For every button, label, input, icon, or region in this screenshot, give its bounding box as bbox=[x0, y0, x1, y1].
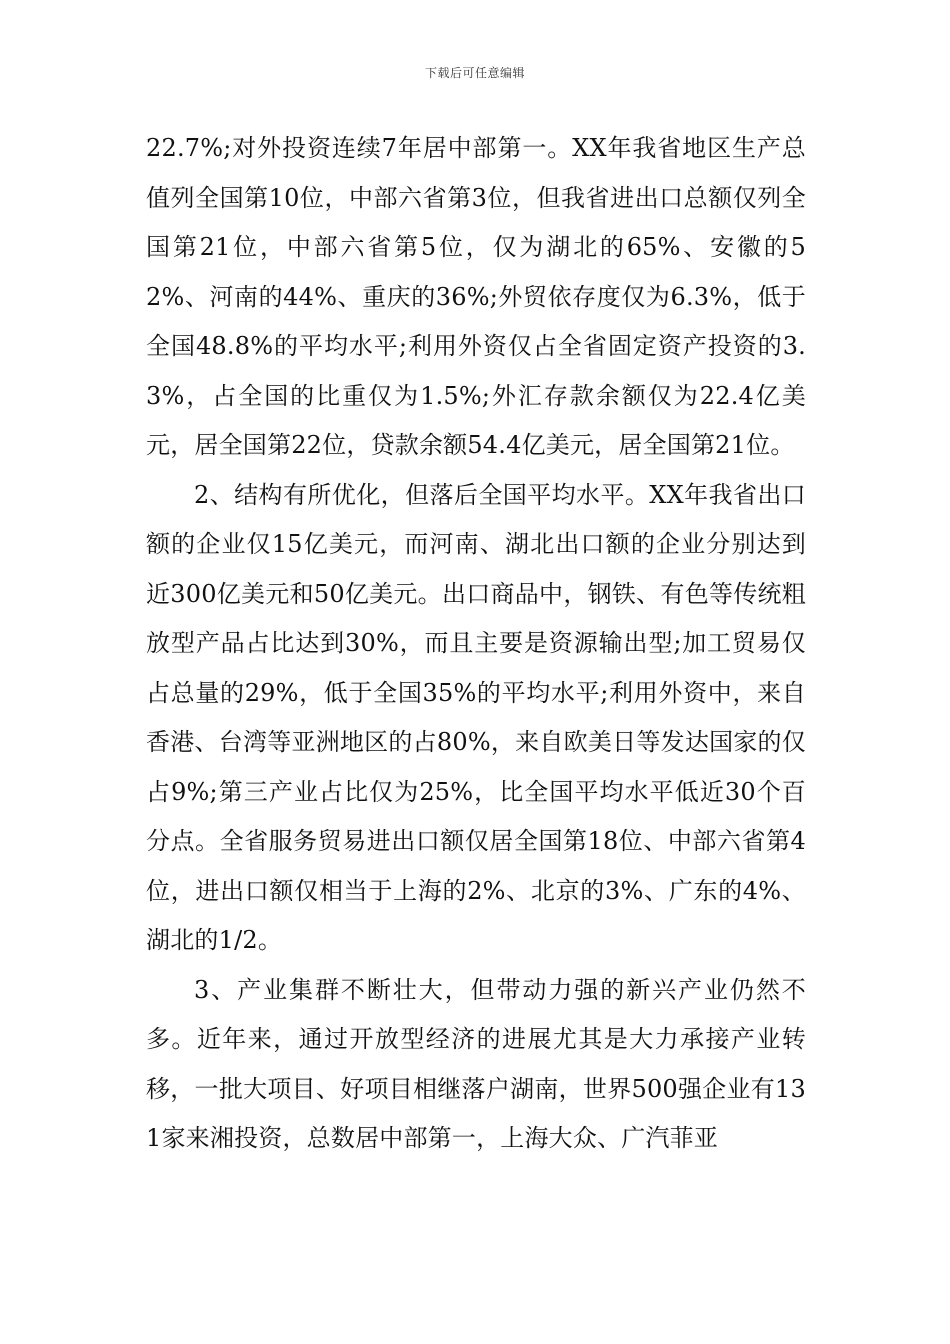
paragraph-foreign-trade-summary: 22.7%;对外投资连续7年居中部第一。XX年我省地区生产总值列全国第10位，中部六省第3位，但我省进出口总额仅列全国第21位，中部六省第5位，仅为湖北的65%、安徽的52%、河南的44%、重庆的36%;外贸依存度仅为6.3%，低于全国48.8%的平均水平;利用外资仅占全省固定资产投资的3.3%，占全国的比重仅为1.5%;外汇存款余额仅为22.4亿美元，居全国第22位，贷款余额54.4亿美元，居全国第21位。 bbox=[146, 134, 806, 459]
page-header: 下载后可任意编辑 bbox=[424, 66, 525, 80]
paragraph-industrial-clusters: 3、产业集群不断壮大，但带动力强的新兴产业仍然不多。近年来，通过开放型经济的进展尤其是大力承接产业转移，一批大项目、好项目相继落户湖南，世界500强企业有131家来湘投资，总数居中部第一，上海大众、广汽菲亚 bbox=[146, 975, 806, 1152]
paragraph-structure-optimization: 2、结构有所优化，但落后全国平均水平。XX年我省出口额的企业仅15亿美元，而河南、湖北出口额的企业分别达到近300亿美元和50亿美元。出口商品中，钢铁、有色等传统粗放型产品占比达到30%，而且主要是资源输出型;加工贸易仅占总量的29%，低于全国35%的平均水平;利用外资中，来自香港、台湾等亚洲地区的占80%，来自欧美日等发达国家的仅占9%;第三产业占比仅为25%，比全国平均水平低近30个百分点。全省服务贸易进出口额仅居全国第18位、中部六省第4位，进出口额仅相当于上海的2%、北京的3%、广东的4%、湖北的1/2。 bbox=[146, 480, 806, 954]
document-body bbox=[146, 124, 806, 1164]
